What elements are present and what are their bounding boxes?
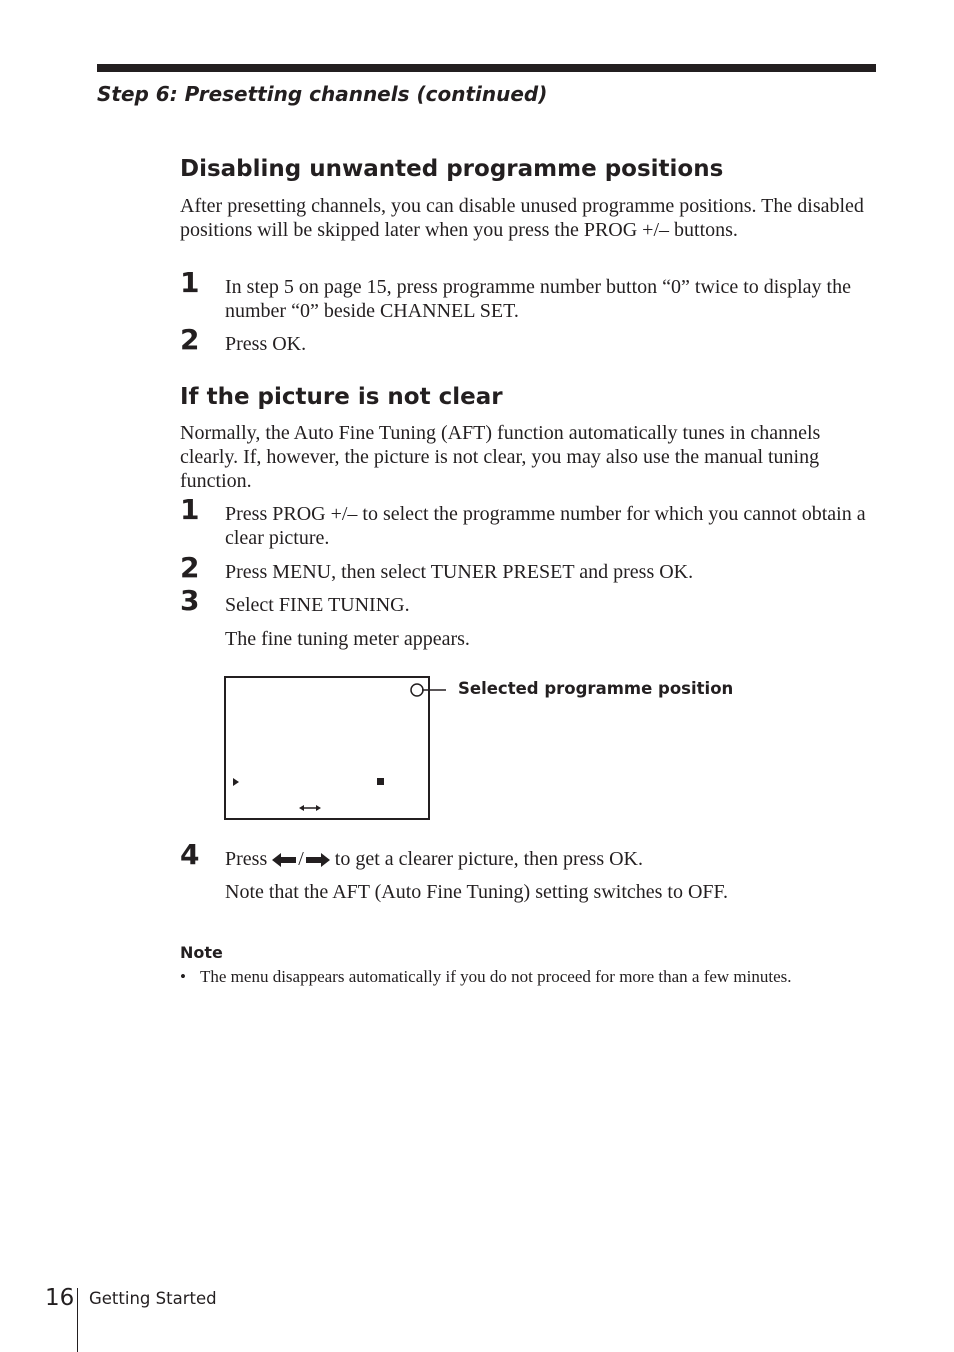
step-number: 4 (180, 838, 200, 871)
step4-slash: / (298, 848, 304, 870)
step4-text-post: to get a clearer picture, then press OK. (329, 848, 643, 870)
section2-intro: Normally, the Auto Fine Tuning (AFT) function automatically tunes in channels clearly. If, however, the picture is not clear, you may also use the manual tuning function. (180, 422, 821, 492)
step-number: 3 (180, 584, 200, 617)
meter-indicator-icon (377, 778, 384, 785)
screen-illustration (226, 678, 428, 818)
callout-label: Selected programme position (458, 679, 734, 698)
header-rule (97, 64, 876, 72)
left-arrow-icon (272, 852, 298, 868)
left-right-arrows-icon (299, 805, 321, 811)
callout-leader-line (422, 688, 448, 692)
step4-text-pre: Press (225, 848, 273, 870)
step-number: 2 (180, 323, 200, 356)
step-text: In step 5 on page 15, press programme number button “0” twice to display the number “0” beside CHANNEL SET. (225, 276, 851, 322)
cursor-triangle-icon (233, 778, 239, 786)
step-text: Press MENU, then select TUNER PRESET and press OK. (225, 561, 694, 583)
section-title-disabling: Disabling unwanted programme positions (180, 156, 724, 182)
step-result-text: The fine tuning meter appears. (225, 628, 470, 650)
section1-intro: After presetting channels, you can disable unused programme positions. The disabled positions will be skipped later when you press the PROG +/– buttons. (180, 195, 864, 241)
note-bullet: • (180, 967, 186, 986)
step-text: Select FINE TUNING. (225, 594, 410, 616)
footer-section-name: Getting Started (89, 1289, 217, 1308)
step-number: 2 (180, 551, 200, 584)
page-number: 16 (45, 1285, 75, 1311)
step-number: 1 (180, 266, 200, 299)
running-head: Step 6: Presetting channels (continued) (97, 82, 548, 106)
section-title-picture-not-clear: If the picture is not clear (180, 384, 503, 410)
step-text: Press PROG +/– to select the programme number for which you cannot obtain a clear picture. (225, 503, 866, 549)
step4-followup: Note that the AFT (Auto Fine Tuning) setting switches to OFF. (225, 881, 729, 903)
step-text: Press OK. (225, 333, 307, 355)
fine-tuning-screen (224, 676, 430, 820)
right-arrow-icon (304, 852, 330, 868)
step-text (225, 847, 880, 871)
note-text: The menu disappears automatically if you do not proceed for more than a few minutes. (200, 967, 792, 986)
step-number: 1 (180, 493, 200, 526)
note-title: Note (180, 943, 223, 962)
footer-divider (77, 1288, 78, 1352)
